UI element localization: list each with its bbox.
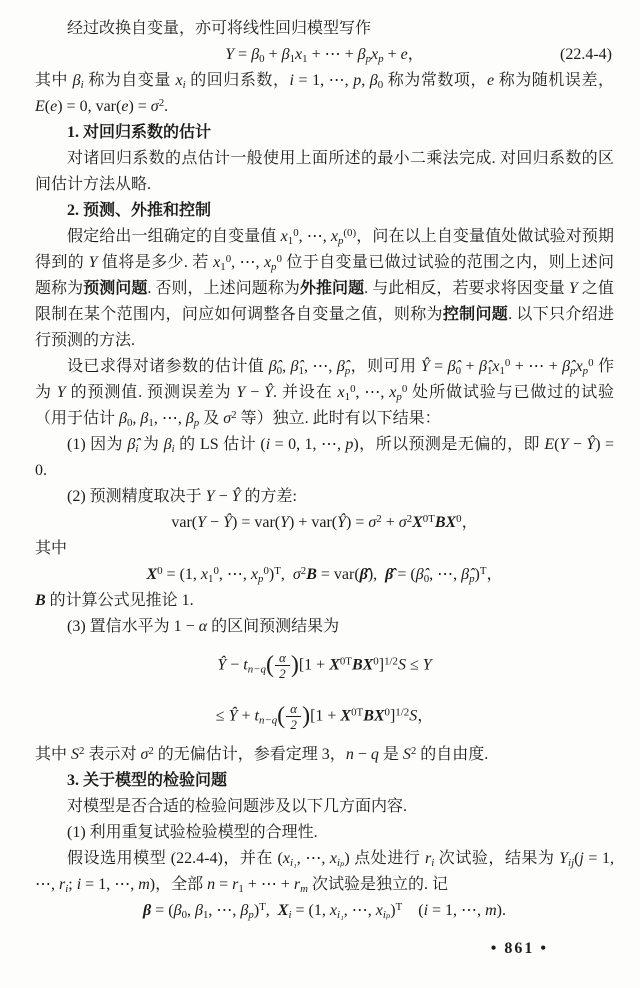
paragraph-result-1: (1) 因为 $\betâ_i$ 为 $\beta_i$ 的 LS 估计 (i = 0, 1, ⋯, p)，所以预测是无偏的，即 E(Y − Ŷ) = 0. bbox=[35, 436, 614, 479]
paragraph-estimation: 对诸回归系数的点估计一般使用上面所述的最小二乘法完成. 对回归系数的区间估计方法从略. bbox=[35, 150, 614, 193]
equation-model bbox=[35, 42, 614, 68]
equation-number: (22.4-4) bbox=[560, 46, 612, 63]
heading-section-2: 2. 预测、外推和控制 bbox=[67, 202, 212, 219]
paragraph-s2-note: 其中 $S^2$ 表示对 $\sigma^2$ 的无偏估计，参看定理 3，n − q 是 $S^2$ 的自由度. bbox=[35, 745, 489, 764]
paragraph-result-3: (3) 置信水平为 1 − α 的区间预测结果为 bbox=[67, 618, 340, 635]
equation-model-body: $Y = \beta_0 + \beta_1x_1$ + ⋯ + $\beta_px_p + e$， bbox=[225, 46, 424, 66]
equation-interval-upper: ≤ Ŷ + $t_{n-q}$( $\frac{\alpha}{2}$ )$[1 + X^{0T}BX^0]^{1/2}S$， bbox=[215, 701, 434, 733]
heading-section-1: 1. 对回归系数的估计 bbox=[67, 124, 212, 141]
equation-interval-lower: Ŷ − $t_{n-q}$( $\frac{\alpha}{2}$ )$[1 + X^{0T}BX^0]^{1/2}S \le Y$ bbox=[217, 650, 432, 682]
paragraph-model-terms: 其中 $\beta_i$ 称为自变量 $x_i$ 的回归系数，i = 1, ⋯, p, $\beta_0$ 称为常数项，e 称为随机误差，E(e) = 0, $var(e) = \sigma^2$. bbox=[35, 72, 614, 115]
paragraph-model-choice: 假设选用模型 (22.4-4)，并在 ($x_{i_1}$, ⋯, $x_{i_p}$) 点处进行 $r_i$ 次试验，结果为 $Y_{ij}(j = 1$, ⋯, $r_i$; i = 1, ⋯, m)，全部 $n = r_1$ + ⋯ + $r_m$ 次试验是独立的. 记 bbox=[35, 850, 614, 896]
paragraph-result-2: (2) 预测精度取决于 Y − Ŷ 的方差: bbox=[67, 488, 297, 505]
paragraph-test-aspects: 对模型是否合适的检验问题涉及以下几方面内容. bbox=[67, 798, 408, 816]
heading-section-3: 3. 关于模型的检验问题 bbox=[67, 772, 228, 790]
paragraph-b-formula-note: B 的计算公式见推论 1. bbox=[35, 592, 194, 609]
paragraph-where: 其中 bbox=[35, 540, 68, 557]
page-number: • 861 • bbox=[490, 940, 548, 957]
paragraph-intro: 经过改换自变量，亦可将线性回归模型写作 bbox=[67, 20, 372, 37]
paragraph-predictor: 设已求得对诸参数的估计值 $\betâ_0$, $\betâ_1$, ⋯, $\betâ_p$，则可用 Ŷ = $\betâ_0$ + $\betâ_1x_1^0$ + ⋯ + $\betâ_px_p^0$ 作为 Y 的预测值. 预测误差为 Y − Ŷ. 并设在 $x_1^0$, ⋯, $x_p^0$ 处所做试验与已做过的试验（用于估计 $\beta_0$, $\beta_1$, ⋯, $\beta_p$ 及 $\sigma^2$ 等）独立. 此时有以下结果： bbox=[35, 357, 614, 430]
paragraph-repeat-test: (1) 利用重复试验检验模型的合理性. bbox=[67, 824, 318, 842]
equation-beta-definition: $\beta = (\beta_0$, $\beta_1$, ⋯, $\beta_p)^T$, $X_i = (1$, $x_{i_1}$, ⋯, $x_{i_p})^T$ (i = 1, ⋯, m). bbox=[143, 901, 506, 922]
equation-variance: var(Y − Ŷ) = var(Y) + var(Ŷ) = $\sigma^2 + \sigma^2X^{0T}BX^0$， bbox=[171, 513, 478, 531]
paragraph-prediction-setup: 假定给出一组确定的自变量值 $x_1^0$, ⋯, $x_p^{(0)}$，问在以上自变量值处做试验对预期得到的 Y 值将是多少. 若 $x_1^0$, ⋯, $x_p^0$ 位于自变量已做过试验的范围之内，则上述问题称为预测问题. 否则，上述问题称为外推问题. 与此相反，若要求将因变量 Y 之值限制在某个范围内，问应如何调整各自变量之值，则称为控制问题. 以下只介绍进行预测的方法. bbox=[35, 227, 614, 349]
equation-x0-definition: $X^0 = (1$, $x_1^0$, ⋯, $x_p^0)^T$, $\sigma^2B$ = var(β̂), β̂ = ($\betâ_0$, ⋯, $\betâ_p)^T$， bbox=[146, 565, 503, 586]
